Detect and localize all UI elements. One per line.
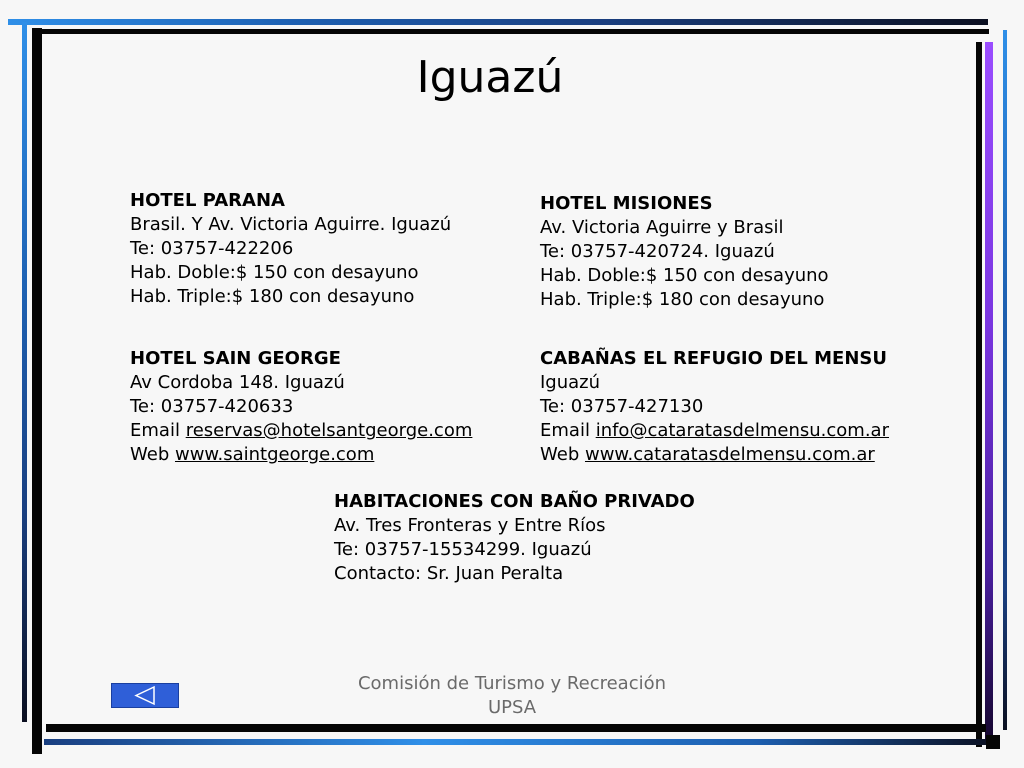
hotel-price-triple: Hab. Triple:$ 180 con desayuno — [130, 286, 415, 307]
habitaciones-block — [334, 490, 695, 586]
hotel-phone: Te: 03757-427130 — [540, 396, 704, 417]
hotel-name: CABAÑAS EL REFUGIO DEL MENSU — [540, 348, 887, 369]
footer-university: UPSA — [487, 697, 537, 718]
frame-bottom-right-corner — [986, 735, 1000, 749]
hotel-web-row — [540, 443, 889, 467]
hotel-contact: Contacto: Sr. Juan Peralta — [334, 563, 564, 584]
frame-bottom-black-bar — [46, 724, 986, 732]
web-label: Web — [540, 444, 580, 465]
hotel-price-triple: Hab. Triple:$ 180 con desayuno — [540, 289, 825, 310]
triangle-left-icon — [112, 684, 178, 707]
hotel-address: Av Cordoba 148. Iguazú — [130, 372, 345, 393]
frame-left-black-bar — [32, 28, 42, 754]
footer-organization: Comisión de Turismo y Recreación — [357, 673, 667, 694]
hotel-email-row — [130, 419, 472, 443]
hotel-address: Brasil. Y Av. Victoria Aguirre. Iguazú — [130, 214, 452, 235]
hotel-phone: Te: 03757-422206 — [130, 238, 294, 259]
frame-top-black-bar — [34, 29, 989, 34]
hotel-email-row — [540, 419, 889, 443]
email-label: Email — [130, 420, 180, 441]
frame-left-gradient-bar — [22, 22, 27, 722]
footer — [300, 672, 724, 720]
hotel-address: Av. Victoria Aguirre y Brasil — [540, 217, 784, 238]
email-link[interactable]: reservas@hotelsantgeorge.com — [185, 420, 473, 441]
hotel-sain-george-block — [130, 347, 472, 467]
frame-bottom-gradient-bar — [44, 739, 994, 745]
back-button[interactable] — [111, 683, 179, 708]
frame-top-gradient-bar — [8, 19, 988, 25]
hotel-name: HOTEL MISIONES — [540, 193, 713, 214]
hotel-phone: Te: 03757-420724. Iguazú — [540, 241, 775, 262]
hotel-price-double: Hab. Doble:$ 150 con desayuno — [540, 265, 829, 286]
frame-right-purple-bar — [985, 42, 993, 742]
hotel-name: HABITACIONES CON BAÑO PRIVADO — [334, 491, 695, 512]
hotel-name: HOTEL SAIN GEORGE — [130, 348, 341, 369]
hotel-address: Iguazú — [540, 372, 601, 393]
frame-right-black-bar — [976, 42, 982, 747]
web-label: Web — [130, 444, 170, 465]
email-link[interactable]: info@cataratasdelmensu.com.ar — [595, 420, 889, 441]
hotel-address: Av. Tres Fronteras y Entre Ríos — [334, 515, 606, 536]
hotel-price-double: Hab. Doble:$ 150 con desayuno — [130, 262, 419, 283]
web-link[interactable]: www.saintgeorge.com — [174, 444, 375, 465]
hotel-misiones-block — [540, 192, 829, 312]
email-label: Email — [540, 420, 590, 441]
slide-title: Iguazú — [416, 52, 564, 103]
hotel-parana-block — [130, 189, 451, 309]
web-link[interactable]: www.cataratasdelmensu.com.ar — [584, 444, 875, 465]
frame-right-gradient-bar — [1003, 30, 1007, 730]
hotel-name: HOTEL PARANA — [130, 190, 285, 211]
hotel-phone: Te: 03757-420633 — [130, 396, 294, 417]
hotel-phone: Te: 03757-15534299. Iguazú — [334, 539, 592, 560]
hotel-web-row — [130, 443, 472, 467]
cabanas-refugio-block — [540, 347, 889, 467]
